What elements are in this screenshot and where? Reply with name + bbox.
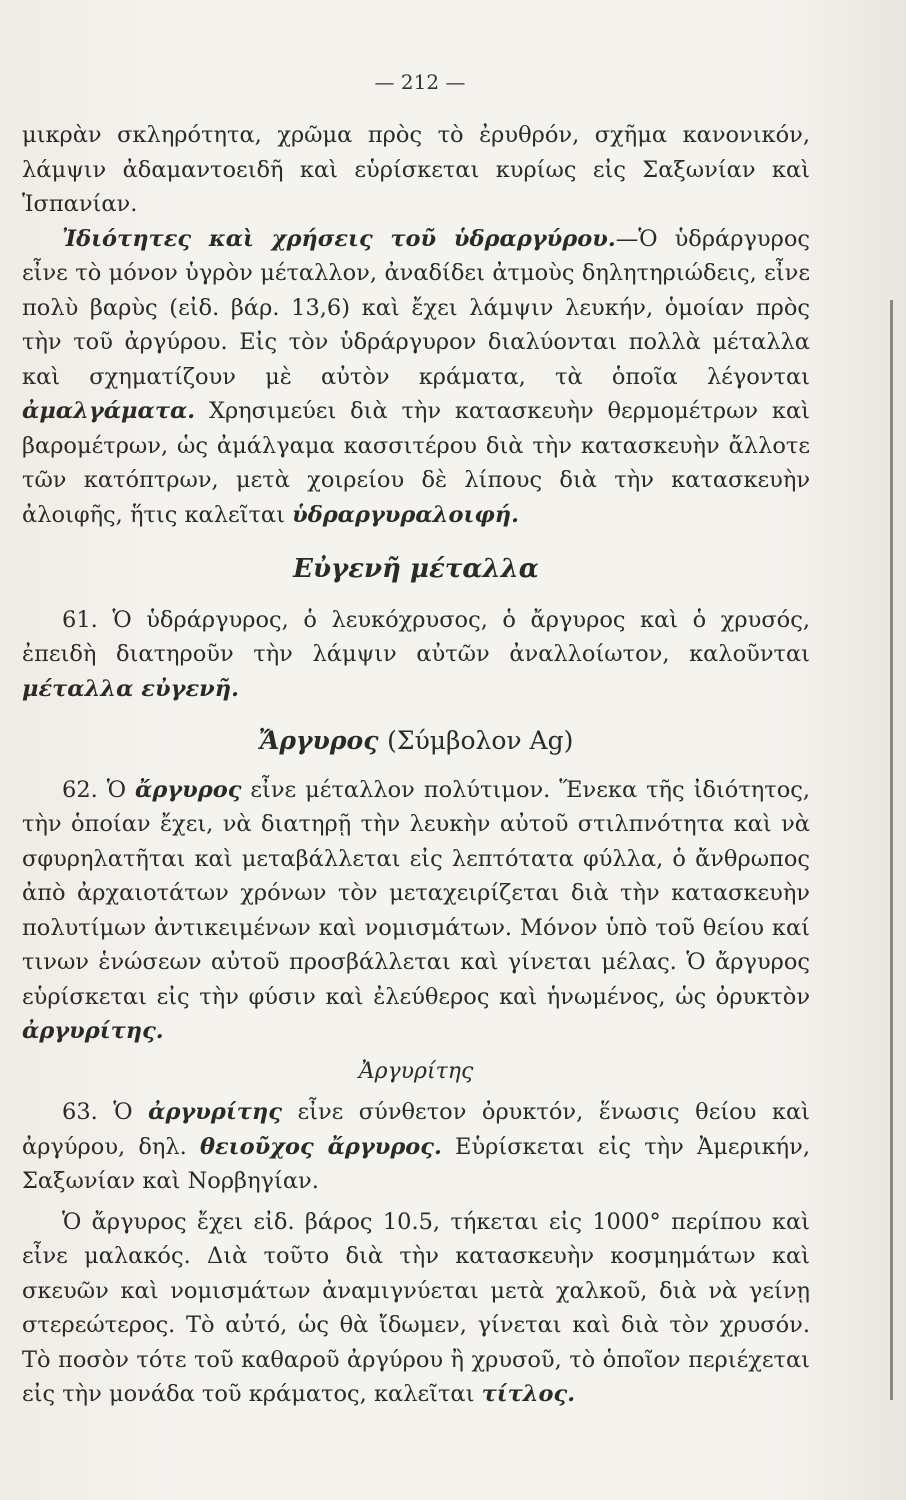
term-silver-sulfide: θειοῦχος ἄργυρος.	[200, 1133, 442, 1160]
term-title: τίτλος.	[481, 1381, 576, 1407]
mercury-text-2: Χρησιμεύει διὰ τὴν κατασκευὴν θερμομέτρων καὶ βαρομέτρων, ὡς ἀμάλγαμα κασσιτέρου διὰ τὴν κατασκευὴν ἄλλοτε τῶν κατόπτρων, μετὰ χοιρείου δὲ λίπους διὰ τὴν κατασκευὴν ἀλοιφῆς, ἥτις καλεῖται	[22, 398, 810, 528]
term-argyrite-63: ἀργυρίτης	[148, 1099, 282, 1125]
paragraph-mercury-properties	[22, 222, 810, 533]
mercury-text-1: —Ὁ ὑδράργυρος εἶνε τὸ μόνον ὑγρὸν μέταλλον, ἀναδίδει ἀτμοὺς δηλητηριώδεις, εἶνε πολὺ βαρὺς (εἰδ. βάρ. 13,6) καὶ ἔχει λάμψιν λευκήν, ὁμοίαν πρὸς τὴν τοῦ ἀργύρου. Εἰς τὸν ὑδράργυρον διαλύονται πολλὰ μέταλλα καὶ σχηματίζουν μὲ αὐτὸν κράματα, τὰ ὁποῖα λέγονται	[22, 225, 810, 390]
term-amalgams: ἀμαλγάματα.	[22, 398, 196, 424]
paragraph-62	[22, 773, 810, 1049]
paragraph-intro: μικρὰν σκληρότητα, χρῶμα πρὸς τὸ ἐρυθρόν, σχῆμα κανονικόν, λάμψιν ἀδαμαντοειδῆ καὶ εὑρίσκεται κυρίως εἰς Σαξωνίαν καὶ Ἱσπανίαν.	[22, 122, 810, 217]
heading-argyrite: Ἀργυρίτης	[358, 1058, 474, 1084]
term-mercury-ointment: ὑδραργυραλοιφή.	[292, 501, 519, 528]
para-61-text: 61. Ὁ ὑδράργυρος, ὁ λευκόχρυσος, ὁ ἄργυρος καὶ ὁ χρυσός, ἐπειδὴ διατηροῦν τὴν λάμψιν αὐτῶν ἀναλλοίωτον, καλοῦνται	[22, 606, 810, 667]
paragraph-63	[22, 1095, 810, 1199]
para-63-text-2: εἶνε σύνθετον ὀρυκτόν, ἕνωσις θείου καὶ ἀργύρου, δηλ.	[22, 1099, 810, 1160]
page-number: — 212 —	[374, 70, 466, 94]
heading-silver-name: Ἄργυρος	[258, 726, 379, 755]
para-63-text-3: Εὑρίσκεται εἰς τὴν Ἀμερικήν, Σαξωνίαν καὶ Νορβηγίαν.	[22, 1133, 810, 1194]
heading-silver-symbol: (Σύμβολον Ag)	[387, 726, 574, 755]
section-title-mercury: Ἰδιότητες καὶ χρήσεις τοῦ ὑδραργύρου.	[62, 225, 616, 252]
heading-noble-metals: Εὐγενῆ μέταλλα	[293, 554, 539, 584]
paragraph-61	[22, 603, 810, 707]
para-final-text: Ὁ ἄργυρος ἔχει εἰδ. βάρος 10.5, τήκεται εἰς 1000° περίπου καὶ εἶνε μαλακός. Διὰ τοῦτο διὰ τὴν κατασκευὴν κοσμημάτων καὶ σκευῶν καὶ νομισμάτων ἀναμιγνύεται μετὰ χαλκοῦ, διὰ νὰ γείνῃ στερεώτερος. Τὸ αὐτό, ὡς θὰ ἴδωμεν, γίνεται καὶ διὰ τὸν χρυσόν. Τὸ ποσὸν τότε τοῦ καθαροῦ ἀργύρου ἢ χρυσοῦ, τὸ ὁποῖον περιέχεται εἰς τὴν μονάδα τοῦ κράματος, καλεῖται	[22, 1208, 810, 1407]
term-argyrite: ἀργυρίτης.	[22, 1018, 164, 1044]
para-63-text-1: 63. Ὁ	[62, 1099, 149, 1125]
heading-silver	[22, 724, 810, 759]
para-62-text-2: εἶνε μέταλλον πολύτιμον. Ἕνεκα τῆς ἰδιότητος, τὴν ὁποίαν ἔχει, νὰ διατηρῇ τὴν λευκὴν αὐτοῦ στιλπνότητα καὶ νὰ σφυρηλατῆται καὶ μεταβάλλεται εἰς λεπτότατα φύλλα, ὁ ἄνθρωπος ἀπὸ ἀρχαιοτάτων χρόνων τὸν μεταχειρίζεται διὰ τὴν κατασκευὴν πολυτίμων ἀντικειμένων καὶ νομισμάτων. Μόνον ὑπὸ τοῦ θείου καί τινων ἑνώσεων αὐτοῦ προσβάλλεται καὶ γίνεται μέλας. Ὁ ἄργυρος εὑρίσκεται εἰς τὴν φύσιν καὶ ἐλεύθερος καὶ ἡνωμένος, ὡς ὀρυκτὸν	[22, 776, 810, 1010]
term-noble-metals: μέταλλα εὐγενῆ.	[22, 675, 239, 702]
page-content	[22, 118, 810, 1412]
page-edge-line	[890, 300, 893, 1400]
term-silver: ἄργυρος	[135, 776, 242, 803]
paragraph-final	[22, 1205, 810, 1412]
para-62-text-1: 62. Ὁ	[62, 776, 136, 803]
